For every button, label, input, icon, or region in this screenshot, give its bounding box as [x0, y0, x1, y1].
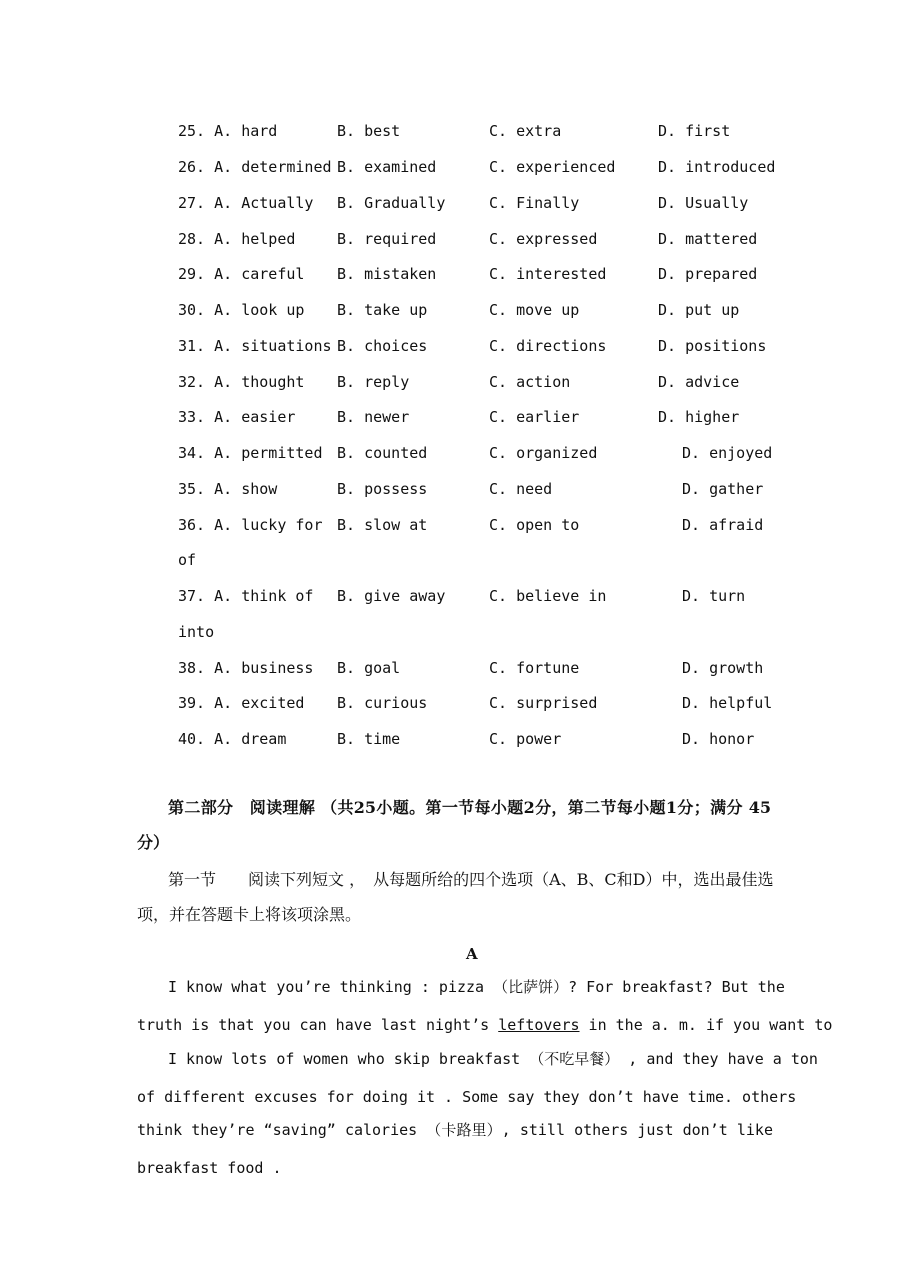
question-row-28 [0, 224, 910, 254]
question-number: 28. [178, 230, 206, 248]
option-b: B. required [337, 230, 437, 248]
option-d: D. growth [682, 659, 764, 677]
option-a: A. dream [214, 730, 287, 748]
option-d: D. put up [658, 301, 740, 319]
option-a: A. look up [214, 301, 305, 319]
option-d: D. turn [682, 587, 746, 605]
option-b: B. newer [337, 408, 410, 426]
question-number: 37. [178, 587, 206, 605]
option-c: C. believe in [489, 587, 607, 605]
passage-text: truth is that you can have last night’s [137, 1016, 499, 1034]
question-row-39 [0, 688, 910, 718]
question-number-a [178, 259, 304, 289]
option-c: C. fortune [489, 659, 580, 677]
question-number: 34. [178, 444, 206, 462]
question-number: 38. [178, 659, 206, 677]
option-d: D. enjoyed [682, 444, 773, 462]
section1-instructions: 第一节 阅读下列短文 ， 从每题所给的四个选项（A、B、C和D）中，选出最佳选 [168, 870, 774, 889]
question-number-a [178, 331, 332, 361]
option-b: B. curious [337, 694, 428, 712]
question-number-a [178, 724, 286, 754]
option-c: C. surprised [489, 694, 598, 712]
option-d: D. helpful [682, 694, 773, 712]
question-number: 31. [178, 337, 206, 355]
option-b: B. give away [337, 587, 446, 605]
option-d: D. honor [682, 730, 755, 748]
question-number: 32. [178, 373, 206, 391]
question-row-38 [0, 653, 910, 683]
option-c: C. need [489, 480, 553, 498]
question-number-a [178, 188, 313, 218]
option-d: D. gather [682, 480, 764, 498]
question-row-26 [0, 152, 910, 182]
option-a: A. lucky for [214, 516, 323, 534]
passage-p2-line1: I know lots of women who skip breakfast （不吃早餐） , and they have a ton [168, 1050, 818, 1068]
question-number-a [178, 510, 323, 540]
passage-p1-line1: I know what you’re thinking : pizza （比萨饼）? For breakfast? But the [168, 978, 785, 996]
option-d: D. Usually [658, 194, 749, 212]
option-c: C. Finally [489, 194, 580, 212]
part2-heading-cont: 分） [137, 833, 170, 852]
option-c: C. expressed [489, 230, 598, 248]
option-b: B. time [337, 730, 401, 748]
question-number-a [178, 438, 323, 468]
question-row-31 [0, 331, 910, 361]
option-b: B. slow at [337, 516, 428, 534]
question-number-a [178, 653, 313, 683]
option-a: A. think of [214, 587, 314, 605]
question-row-30 [0, 295, 910, 325]
question-number: 39. [178, 694, 206, 712]
question-row-27 [0, 188, 910, 218]
option-b: B. best [337, 122, 401, 140]
question-number-a [178, 402, 295, 432]
question-number-a [178, 224, 295, 254]
question-row-34 [0, 438, 910, 468]
option-d: D. advice [658, 373, 740, 391]
option-a: A. business [214, 659, 314, 677]
option-a: A. determined [214, 158, 332, 176]
question-number: 30. [178, 301, 206, 319]
passage-p1-line2 [137, 1010, 833, 1040]
option-c: C. extra [489, 122, 562, 140]
option-c: C. action [489, 373, 571, 391]
passage-p2-line4: breakfast food . [137, 1159, 282, 1177]
question-row-37 [0, 581, 910, 611]
option-d: D. prepared [658, 265, 758, 283]
option-b: B. mistaken [337, 265, 437, 283]
question-number-a [178, 688, 304, 718]
question-number-a [178, 152, 332, 182]
option-c: C. experienced [489, 158, 616, 176]
option-d: D. first [658, 122, 731, 140]
option-d: D. positions [658, 337, 767, 355]
question-row-29 [0, 259, 910, 289]
option-b: B. take up [337, 301, 428, 319]
option-b: B. counted [337, 444, 428, 462]
question-number-a [178, 474, 277, 504]
option-b: B. choices [337, 337, 428, 355]
section1-instructions-cont: 项，并在答题卡上将该项涂黑。 [137, 905, 362, 924]
option-d: D. introduced [658, 158, 776, 176]
option-c: C. directions [489, 337, 607, 355]
passage-label: A [466, 945, 478, 963]
option-a: A. excited [214, 694, 305, 712]
question-number: 35. [178, 480, 206, 498]
question-row-35 [0, 474, 910, 504]
option-b: B. reply [337, 373, 410, 391]
passage-p2-line2: of different excuses for doing it . Some say they don’t have time. others [137, 1088, 797, 1106]
option-a: A. helped [214, 230, 296, 248]
passage-p2-line3: think they’re “saving” calories （卡路里）, still others just don’t like [137, 1121, 773, 1139]
option-a: A. permitted [214, 444, 323, 462]
option-b: B. goal [337, 659, 401, 677]
part2-heading: 第二部分 阅读理解 （共25小题。第一节每小题2分，第二节每小题1分；满分 45 [168, 798, 771, 817]
option-a: A. thought [214, 373, 305, 391]
question-row-25 [0, 116, 910, 146]
question-number-a [178, 581, 313, 611]
question-number: 25. [178, 122, 206, 140]
question-number: 26. [178, 158, 206, 176]
option-a-continuation: of [178, 551, 197, 569]
option-b: B. Gradually [337, 194, 446, 212]
option-a: A. Actually [214, 194, 314, 212]
option-a: A. hard [214, 122, 278, 140]
question-number: 29. [178, 265, 206, 283]
option-d-continuation: into [178, 623, 215, 641]
option-b: B. examined [337, 158, 437, 176]
question-row-32 [0, 367, 910, 397]
option-c: C. earlier [489, 408, 580, 426]
option-c: C. interested [489, 265, 607, 283]
question-row-40 [0, 724, 910, 754]
option-a: A. show [214, 480, 278, 498]
option-c: C. power [489, 730, 562, 748]
option-d: D. afraid [682, 516, 764, 534]
question-number-a [178, 367, 304, 397]
option-a: A. situations [214, 337, 332, 355]
option-a: A. careful [214, 265, 305, 283]
underlined-word: leftovers [498, 1016, 580, 1034]
option-c: C. move up [489, 301, 580, 319]
question-row-33 [0, 402, 910, 432]
question-number-a [178, 116, 277, 146]
question-number-a [178, 295, 304, 325]
question-row-36 [0, 510, 910, 540]
option-b: B. possess [337, 480, 428, 498]
question-number: 33. [178, 408, 206, 426]
passage-text: in the a. m. if you want to [579, 1016, 833, 1034]
option-a: A. easier [214, 408, 296, 426]
option-c: C. organized [489, 444, 598, 462]
option-d: D. mattered [658, 230, 758, 248]
question-number: 36. [178, 516, 206, 534]
question-number: 27. [178, 194, 206, 212]
option-d: D. higher [658, 408, 740, 426]
question-number: 40. [178, 730, 206, 748]
option-c: C. open to [489, 516, 580, 534]
